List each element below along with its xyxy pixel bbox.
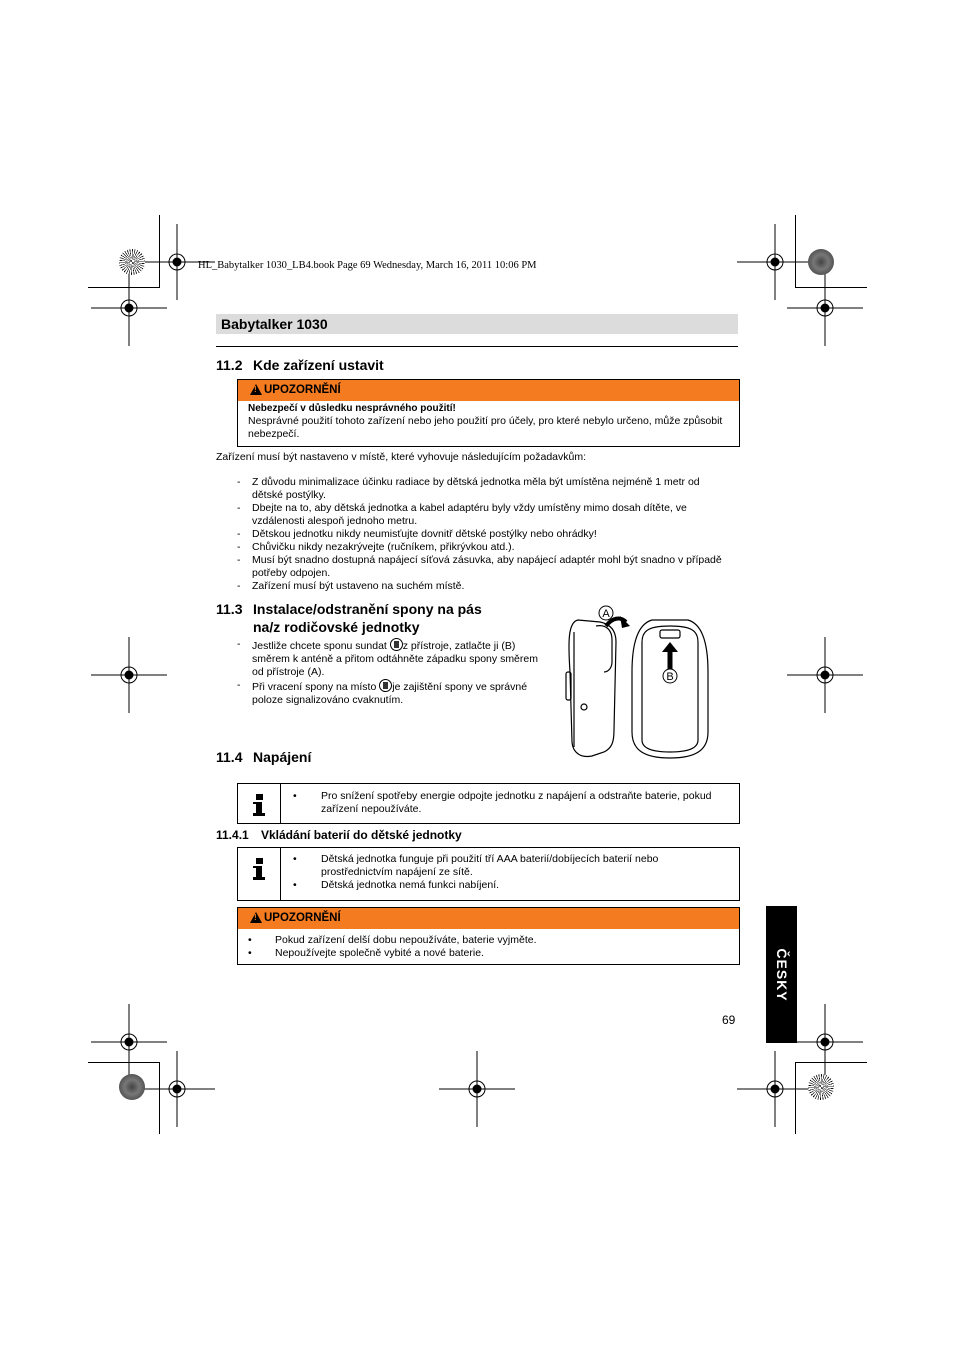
list-item: • Dětská jednotka nemá funkci nabíjení. <box>293 879 713 892</box>
list-item: - Dbejte na to, aby dětská jednotka a kabel adaptéru byly vždy umístěny mimo dosah dítěte, ve vzdálenosti alespoň jednoho metru. <box>237 502 732 528</box>
belt-clip-icon <box>390 638 403 651</box>
list-item: - Dětskou jednotku nikdy neumisťujte dovnitř dětské postýlky nebo ohrádky! <box>237 528 732 541</box>
heading-11-2 <box>216 357 384 373</box>
placement-intro: Zařízení musí být nastaveno v místě, které vyhovuje následujícím požadavkům: <box>216 451 587 463</box>
heading-11-4-1 <box>216 828 462 842</box>
language-tab <box>766 906 797 1043</box>
warning-box <box>237 379 740 447</box>
heading-text: Kde zařízení ustavit <box>253 357 384 373</box>
text-span: Jestliže chcete sponu sundat <box>252 640 390 652</box>
registration-mark-icon <box>91 270 167 346</box>
warning-body <box>248 402 728 441</box>
list-item: • Dětská jednotka funguje při použití tří AAA baterií/dobíjecích baterií nebo prostřednictvím napájení ze sítě. <box>293 853 713 879</box>
registration-mark-icon <box>737 1051 813 1127</box>
registration-mark-icon <box>787 270 863 346</box>
color-target-icon <box>808 1074 834 1100</box>
text-span: je zajištění spony ve správné poloze signalizováno cvaknutím. <box>252 681 528 706</box>
warning-header <box>238 380 739 401</box>
heading-text: Vkládání baterií do dětské jednotky <box>261 828 462 842</box>
registration-mark-icon <box>139 1051 215 1127</box>
color-target-icon <box>119 249 145 275</box>
text-span: Při vracení spony na místo <box>252 681 380 693</box>
warning-box <box>237 907 740 965</box>
info-list <box>293 853 713 892</box>
list-item <box>237 638 549 679</box>
heading-number: 11.2 <box>216 357 243 373</box>
info-icon-cell <box>238 848 281 900</box>
list-item: • Nepoužívejte společně vybité a nové baterie. <box>248 947 718 960</box>
list-item: - Chůvičku nikdy nezakrývejte (ručníkem, přikrývkou atd.). <box>237 541 732 554</box>
belt-clip-illustration <box>560 602 720 762</box>
heading-text: na/z rodičovské jednotky <box>253 619 420 635</box>
registration-mark-icon <box>737 224 813 300</box>
heading-number: 11.3 <box>216 601 243 617</box>
registration-mark-icon <box>91 637 167 713</box>
registration-mark-icon <box>439 1051 515 1127</box>
belt-clip-list <box>237 638 549 707</box>
heading-text: Instalace/odstranění spony na pás <box>253 601 482 617</box>
section-title: Babytalker 1030 <box>221 316 328 332</box>
registration-mark-icon <box>91 1004 167 1080</box>
info-box <box>237 783 740 824</box>
figure-label-a: A <box>602 608 610 620</box>
registration-mark-icon <box>787 1004 863 1080</box>
section-title-bar <box>216 314 738 334</box>
warning-bold-line: Nebezpečí v důsledku nesprávného použití! <box>248 403 456 414</box>
list-item: - Musí být snadno dostupná napájecí síťová zásuvka, aby napájecí adaptér mohl být snadno v případě potřeby odpojen. <box>237 554 732 580</box>
list-item <box>237 679 549 707</box>
info-icon-cell <box>238 784 281 823</box>
registration-mark-icon <box>787 637 863 713</box>
text-span: z přístroje, zatlačte ji (B) směrem k anténě a přitom odtáhněte západku spony směrem od přístroje (A). <box>252 640 538 678</box>
info-icon <box>253 858 265 880</box>
warning-text: Nesprávné použití tohoto zařízení nebo jeho použití pro účely, pro které nebylo určeno, může způsobit nebezpečí. <box>248 415 723 440</box>
info-icon <box>253 794 265 816</box>
warning-triangle-icon <box>250 384 262 395</box>
list-item: • Pro snížení spotřeby energie odpojte jednotku z napájení a odstraňte baterie, pokud zařízení nepoužíváte. <box>293 790 713 816</box>
heading-number: 11.4.1 <box>216 828 249 842</box>
belt-clip-icon <box>379 679 392 692</box>
list-item: • Pokud zařízení delší dobu nepoužíváte, baterie vyjměte. <box>248 934 718 947</box>
warning-list <box>248 934 718 960</box>
warning-triangle-icon <box>250 912 262 923</box>
list-item: - Z důvodu minimalizace účinku radiace by dětská jednotka měla být umístěna nejméně 1 metr od dětské postýlky. <box>237 476 732 502</box>
list-item: - Zařízení musí být ustaveno na suchém místě. <box>237 580 732 593</box>
warning-label: UPOZORNĚNÍ <box>264 384 341 396</box>
info-box <box>237 847 740 901</box>
warning-label: UPOZORNĚNÍ <box>264 912 341 924</box>
placement-list <box>237 476 732 593</box>
figure-label-b: B <box>666 671 674 683</box>
heading-text: Napájení <box>253 749 312 765</box>
header-rule <box>216 346 738 347</box>
info-list <box>293 790 713 816</box>
color-target-icon <box>119 1074 145 1100</box>
file-header: HL_Babytalker 1030_LB4.book Page 69 Wednesday, March 16, 2011 10:06 PM <box>198 260 537 271</box>
heading-11-4 <box>216 749 311 765</box>
heading-number: 11.4 <box>216 749 243 765</box>
language-tab-label: ČESKY <box>773 947 790 1002</box>
page-number: 69 <box>722 1013 736 1027</box>
color-target-icon <box>808 249 834 275</box>
heading-11-3 <box>216 600 482 636</box>
warning-header <box>238 908 739 929</box>
